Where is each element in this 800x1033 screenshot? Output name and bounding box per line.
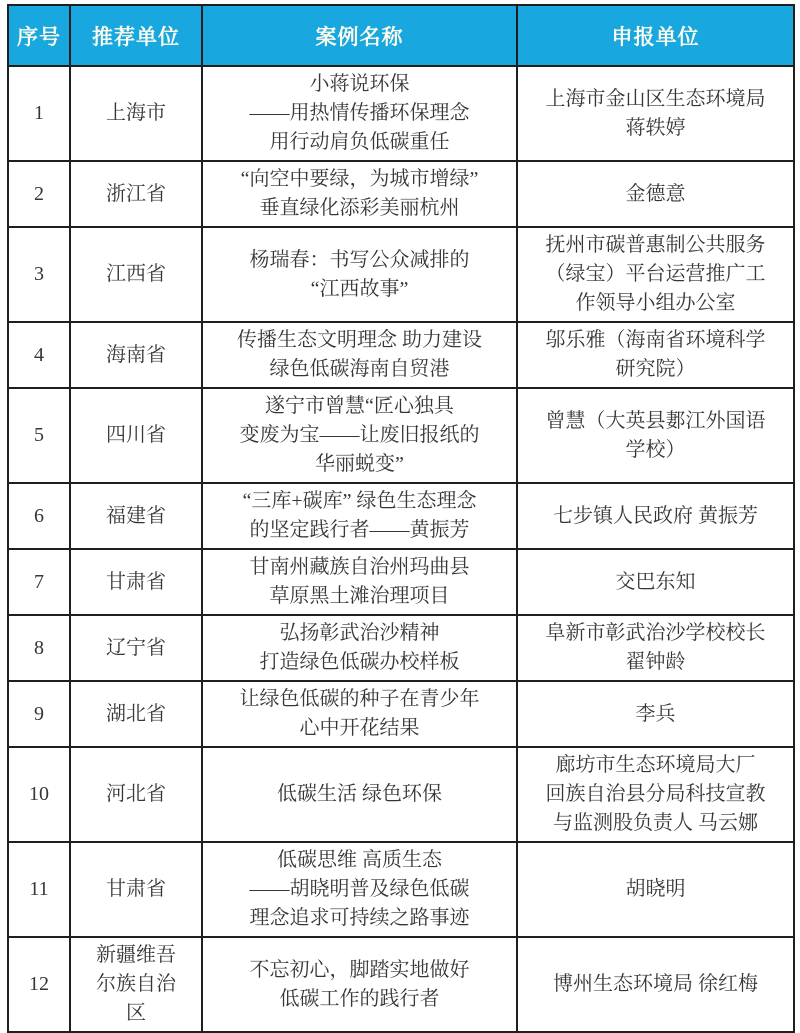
cell-case-name: 杨瑞春：书写公众减排的 “江西故事” [202,227,517,322]
cell-applicant-unit: 金德意 [517,161,794,227]
cell-recommending-unit: 河北省 [70,747,202,842]
cell-serial-number: 8 [8,615,70,681]
cell-applicant-unit: 抚州市碳普惠制公共服务 （绿宝）平台运营推广工 作领导小组办公室 [517,227,794,322]
cell-applicant-unit: 阜新市彰武治沙学校校长 翟钟龄 [517,615,794,681]
table-header [8,5,794,66]
cell-case-name: 小蒋说环保 ——用热情传播环保理念 用行动肩负低碳重任 [202,66,517,161]
table-row [8,161,794,227]
cell-case-name: 传播生态文明理念 助力建设 绿色低碳海南自贸港 [202,322,517,388]
cell-recommending-unit: 江西省 [70,227,202,322]
cell-case-name: 让绿色低碳的种子在青少年 心中开花结果 [202,681,517,747]
cell-case-name: 遂宁市曾慧“匠心独具 变废为宝——让废旧报纸的 华丽蜕变” [202,388,517,483]
cell-serial-number: 2 [8,161,70,227]
cell-recommending-unit: 海南省 [70,322,202,388]
cell-case-name: “向空中要绿，为城市增绿” 垂直绿化添彩美丽杭州 [202,161,517,227]
cell-serial-number: 5 [8,388,70,483]
table-row [8,747,794,842]
cell-applicant-unit: 李兵 [517,681,794,747]
cell-applicant-unit: 廊坊市生态环境局大厂 回族自治县分局科技宣教 与监测股负责人 马云娜 [517,747,794,842]
cell-applicant-unit: 曾慧（大英县郪江外国语 学校） [517,388,794,483]
cell-recommending-unit: 甘肃省 [70,549,202,615]
cell-applicant-unit: 交巴东知 [517,549,794,615]
cell-recommending-unit: 新疆维吾 尔族自治 区 [70,937,202,1032]
cell-case-name: 不忘初心，脚踏实地做好 低碳工作的践行者 [202,937,517,1032]
cell-case-name: 低碳思维 高质生态 ——胡晓明普及绿色低碳 理念追求可持续之路事迹 [202,842,517,937]
cell-applicant-unit: 邬乐雅（海南省环境科学 研究院） [517,322,794,388]
table-row [8,483,794,549]
cell-recommending-unit: 四川省 [70,388,202,483]
cell-applicant-unit: 七步镇人民政府 黄振芳 [517,483,794,549]
cell-serial-number: 7 [8,549,70,615]
table-row [8,549,794,615]
cell-case-name: 甘南州藏族自治州玛曲县 草原黑土滩治理项目 [202,549,517,615]
table-body [8,66,794,1032]
cell-serial-number: 3 [8,227,70,322]
cell-serial-number: 1 [8,66,70,161]
table-row [8,227,794,322]
cell-recommending-unit: 湖北省 [70,681,202,747]
header-recommending-unit: 推荐单位 [70,5,202,66]
header-row [8,5,794,66]
cell-recommending-unit: 甘肃省 [70,842,202,937]
cell-serial-number: 11 [8,842,70,937]
cell-case-name: 低碳生活 绿色环保 [202,747,517,842]
cell-serial-number: 9 [8,681,70,747]
cell-recommending-unit: 浙江省 [70,161,202,227]
cell-serial-number: 6 [8,483,70,549]
table-row [8,681,794,747]
table-row [8,615,794,681]
cell-case-name: 弘扬彰武治沙精神 打造绿色低碳办校样板 [202,615,517,681]
cell-applicant-unit: 上海市金山区生态环境局 蒋轶婷 [517,66,794,161]
cell-recommending-unit: 辽宁省 [70,615,202,681]
cell-case-name: “三库+碳库” 绿色生态理念 的坚定践行者——黄振芳 [202,483,517,549]
table-row [8,937,794,1032]
cell-serial-number: 12 [8,937,70,1032]
header-applicant-unit: 申报单位 [517,5,794,66]
cell-applicant-unit: 胡晓明 [517,842,794,937]
table-row [8,66,794,161]
case-table [7,4,795,1033]
cell-serial-number: 4 [8,322,70,388]
cell-applicant-unit: 博州生态环境局 徐红梅 [517,937,794,1032]
table-row [8,322,794,388]
cell-recommending-unit: 上海市 [70,66,202,161]
cell-recommending-unit: 福建省 [70,483,202,549]
header-case-name: 案例名称 [202,5,517,66]
header-serial-number: 序号 [8,5,70,66]
table-row [8,388,794,483]
table-row [8,842,794,937]
cell-serial-number: 10 [8,747,70,842]
